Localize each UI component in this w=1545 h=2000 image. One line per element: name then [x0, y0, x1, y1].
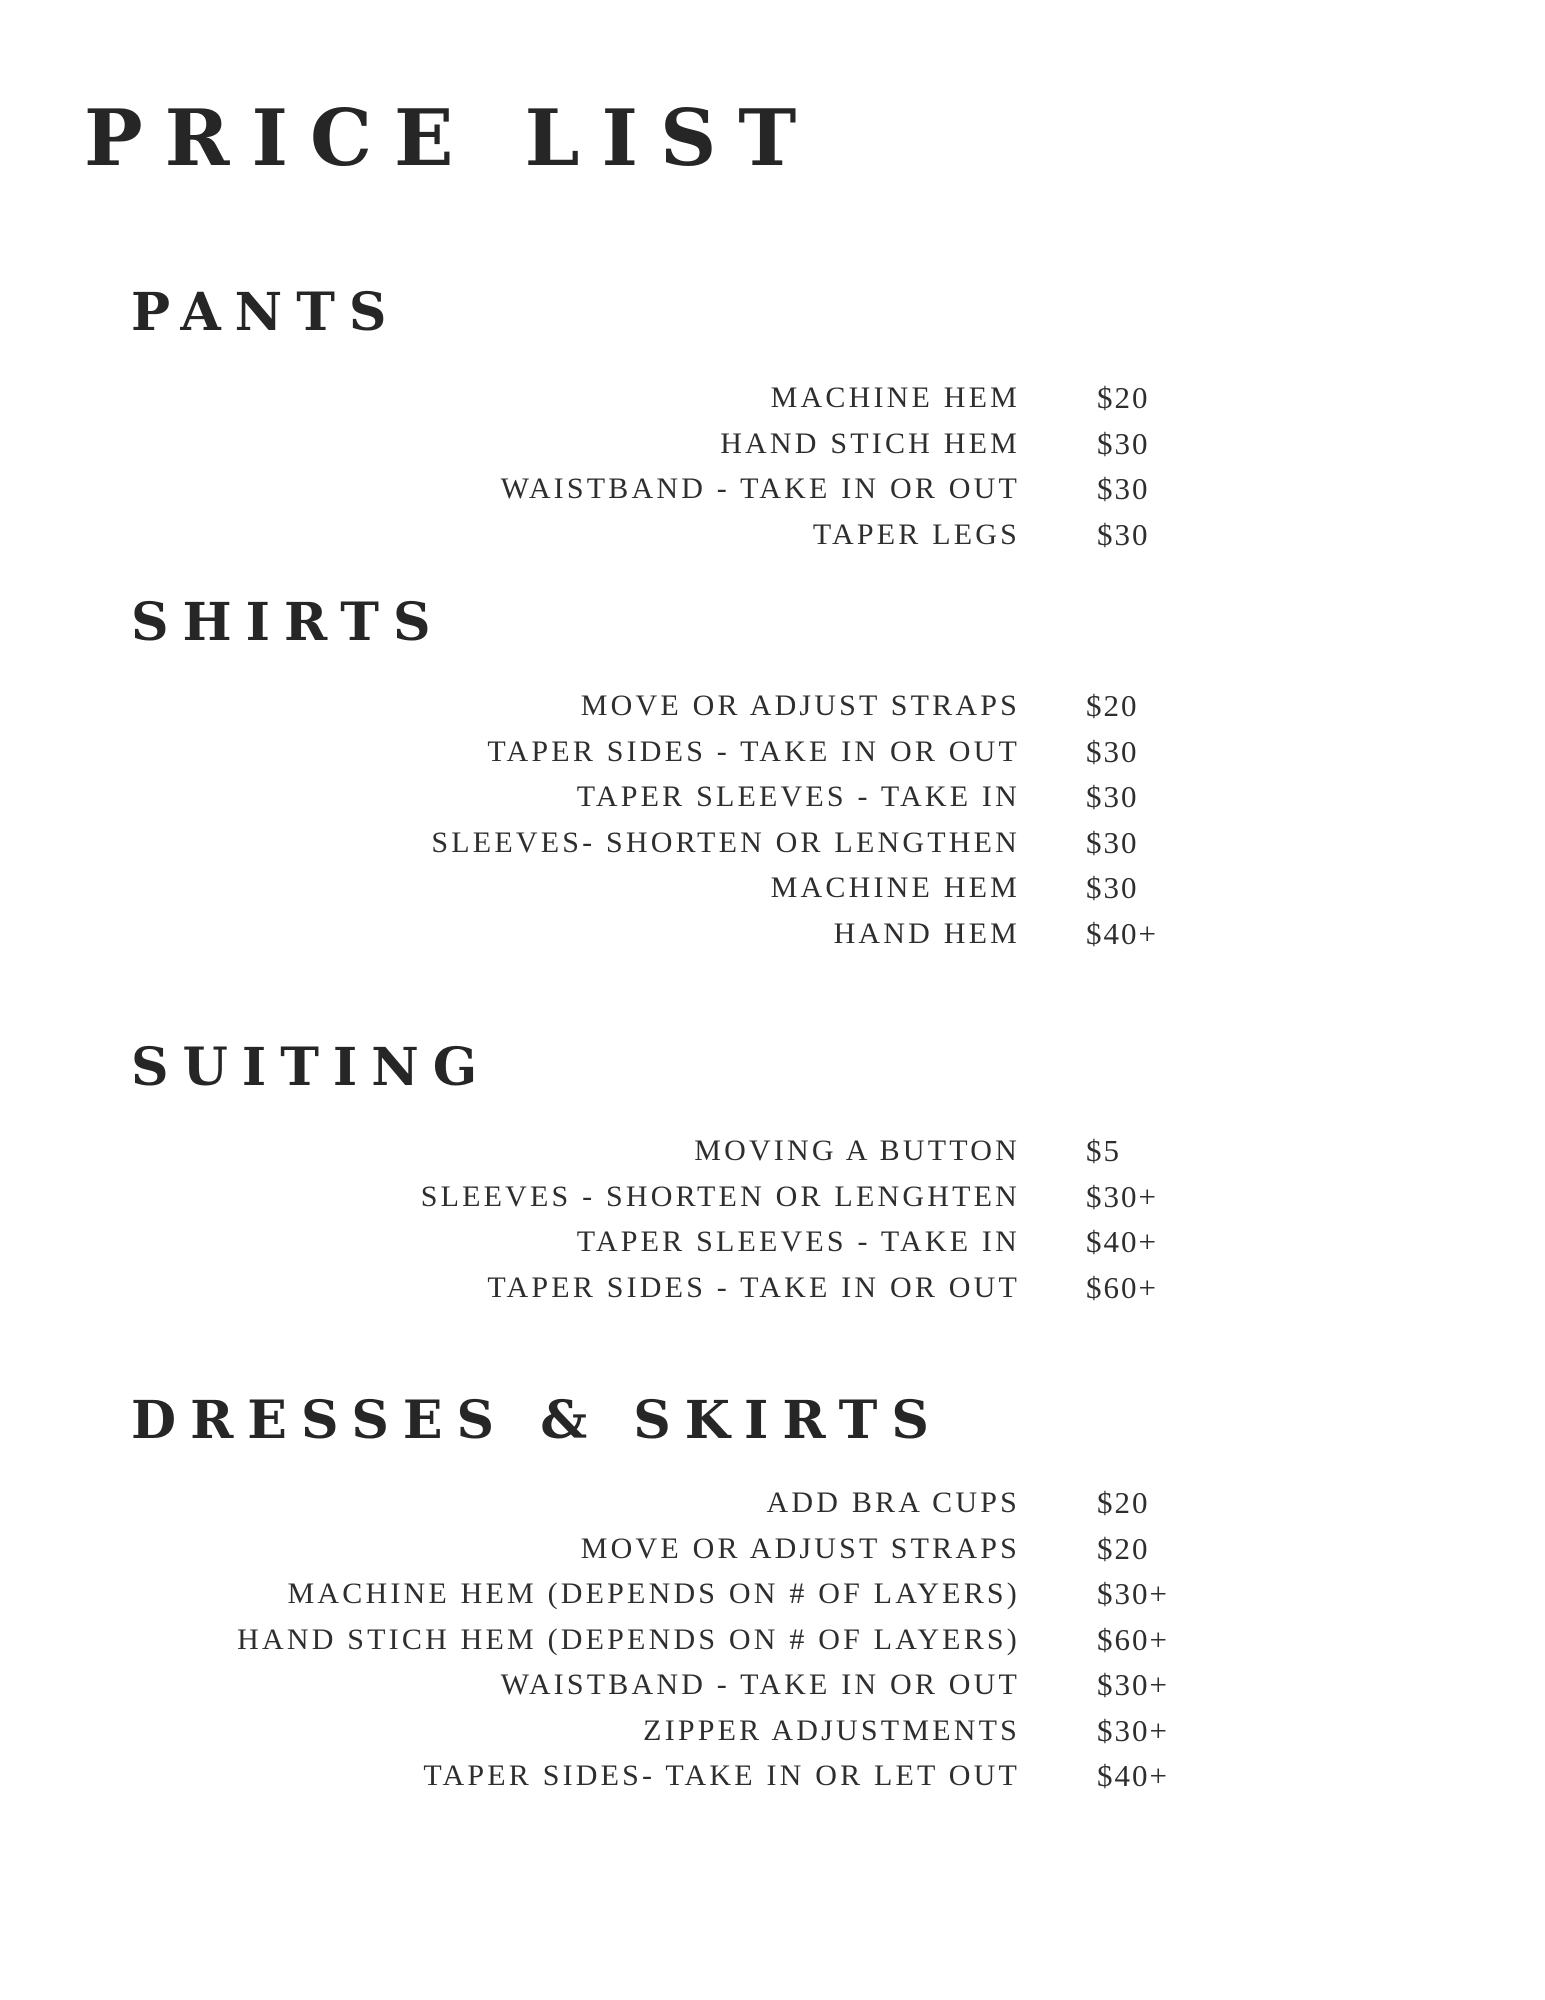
list-item — [0, 1128, 1545, 1174]
service-price: $60+ — [1086, 1269, 1158, 1305]
list-item — [0, 683, 1545, 729]
service-price: $40+ — [1086, 915, 1158, 951]
list-item — [0, 375, 1545, 421]
service-price: $40+ — [1086, 1224, 1158, 1259]
service-price: $30+ — [1097, 1712, 1169, 1748]
service-name: HAND STICH HEM (DEPENDS ON # OF LAYERS) — [237, 1622, 1020, 1656]
service-price: $20 — [1097, 380, 1150, 415]
list-item — [0, 1753, 1545, 1799]
list-item — [0, 466, 1545, 512]
price-list-suiting — [0, 1128, 1545, 1310]
list-item — [0, 1219, 1545, 1265]
list-item — [0, 911, 1545, 957]
list-item — [0, 1662, 1545, 1708]
service-price: $30 — [1097, 471, 1150, 506]
service-name: TAPER SIDES - TAKE IN OR OUT — [487, 734, 1020, 768]
service-price: $30 — [1086, 779, 1139, 814]
service-name: TAPER LEGS — [812, 517, 1020, 551]
service-price: $30 — [1086, 733, 1139, 769]
service-price: $20 — [1097, 1485, 1150, 1520]
price-list-pants — [0, 375, 1545, 557]
service-name: HAND STICH HEM — [720, 426, 1020, 460]
section-heading-suiting: SUITING — [131, 1037, 492, 1098]
service-price: $5 — [1086, 1133, 1121, 1168]
service-name: TAPER SIDES- TAKE IN OR LET OUT — [423, 1759, 1020, 1792]
list-item — [0, 1174, 1545, 1220]
list-item — [0, 512, 1545, 558]
service-price: $30+ — [1097, 1667, 1169, 1702]
price-list-shirts — [0, 683, 1545, 956]
service-price: $20 — [1086, 688, 1139, 723]
list-item — [0, 1617, 1545, 1663]
service-price: $30 — [1086, 824, 1139, 860]
service-price: $30+ — [1086, 1178, 1158, 1214]
service-name: MOVE OR ADJUST STRAPS — [580, 1531, 1020, 1565]
service-name: ADD BRA CUPS — [766, 1486, 1020, 1519]
list-item — [0, 865, 1545, 911]
section-heading-pants: PANTS — [131, 282, 401, 343]
service-price: $20 — [1097, 1530, 1150, 1566]
service-name: MOVE OR ADJUST STRAPS — [580, 689, 1020, 722]
service-name: MOVING A BUTTON — [694, 1134, 1020, 1167]
service-name: TAPER SIDES - TAKE IN OR OUT — [487, 1270, 1020, 1304]
service-price: $40+ — [1097, 1758, 1169, 1793]
list-item — [0, 1526, 1545, 1572]
service-name: SLEEVES- SHORTEN OR LENGTHEN — [431, 825, 1020, 859]
service-price: $30 — [1086, 870, 1139, 905]
section-heading-shirts: SHIRTS — [131, 592, 445, 653]
service-name: HAND HEM — [833, 916, 1020, 950]
service-name: ZIPPER ADJUSTMENTS — [643, 1713, 1020, 1747]
service-name: MACHINE HEM — [770, 381, 1020, 414]
list-item — [0, 1708, 1545, 1754]
service-name: WAISTBAND - TAKE IN OR OUT — [500, 472, 1020, 505]
list-item — [0, 1265, 1545, 1311]
price-list-dresses-skirts — [0, 1480, 1545, 1799]
service-name: MACHINE HEM (DEPENDS ON # OF LAYERS) — [287, 1577, 1020, 1610]
service-price: $30 — [1097, 516, 1150, 552]
list-item — [0, 421, 1545, 467]
service-price: $30 — [1097, 425, 1150, 461]
service-price: $30+ — [1097, 1576, 1169, 1611]
list-item — [0, 1480, 1545, 1526]
service-name: TAPER SLEEVES - TAKE IN — [576, 780, 1020, 813]
service-name: SLEEVES - SHORTEN OR LENGHTEN — [420, 1179, 1020, 1213]
service-name: MACHINE HEM — [770, 871, 1020, 904]
service-price: $60+ — [1097, 1621, 1169, 1657]
section-heading-dresses-skirts: DRESSES & SKIRTS — [131, 1390, 943, 1451]
service-name: TAPER SLEEVES - TAKE IN — [576, 1225, 1020, 1258]
list-item — [0, 1571, 1545, 1617]
list-item — [0, 729, 1545, 775]
page-title: PRICE LIST — [84, 93, 819, 184]
list-item — [0, 774, 1545, 820]
service-name: WAISTBAND - TAKE IN OR OUT — [500, 1668, 1020, 1701]
list-item — [0, 820, 1545, 866]
